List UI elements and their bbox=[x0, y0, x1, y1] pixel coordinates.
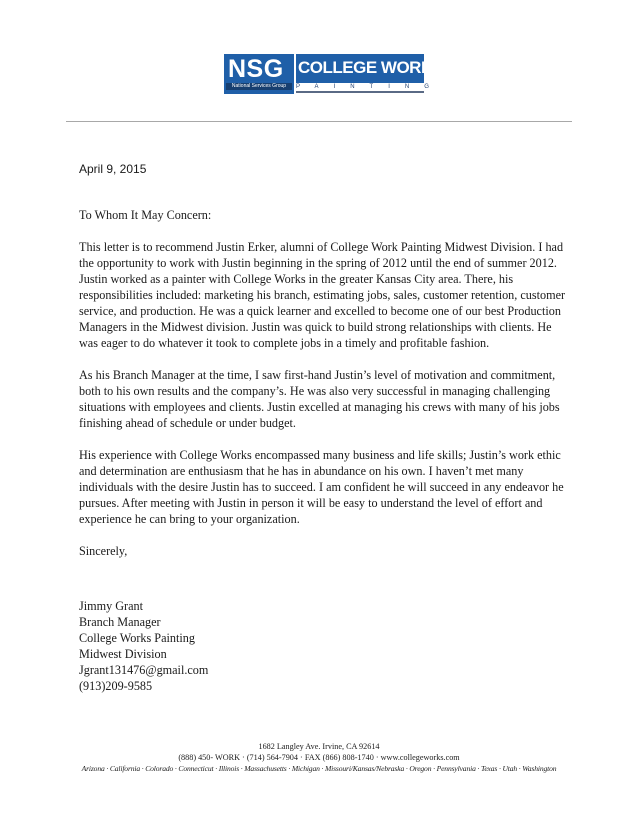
header-divider bbox=[66, 121, 572, 122]
company-logo bbox=[224, 54, 444, 94]
salutation: To Whom It May Concern: bbox=[79, 208, 212, 222]
footer-contact: (888) 450- WORK · (714) 564-7904 · FAX (866) 808-1740 · www.collegeworks.com bbox=[178, 753, 460, 762]
nsg-logo-subtitle: National Services Group bbox=[226, 83, 292, 90]
letter-body bbox=[79, 207, 571, 694]
signature-name: Jimmy Grant bbox=[79, 599, 143, 613]
paragraph-3: His experience with College Works encompassed many business and life skills; Justin’s work ethic and determination are enthusiasm that he has in abundance on his own. I haven’t met many individuals with the desire Justin has to succeed. I am confident he will succeed in any endeavor he pursues. After meeting with Justin in person it will be easy to understand the level of effort and experience he can bring to your organization. bbox=[79, 448, 564, 526]
college-works-logo-block bbox=[296, 54, 444, 83]
signature-email: Jgrant131476@gmail.com bbox=[79, 663, 209, 677]
logo-underline bbox=[296, 91, 424, 93]
signature-title: Branch Manager bbox=[79, 615, 161, 629]
paragraph-1: This letter is to recommend Justin Erker, alumni of College Work Painting Midwest Division. I had the opportunity to work with Justin beginning in the spring of 2012 until the end of summer 2012. Justin worked as a painter with College Works in the greater Kansas City area. There, his responsibilities included: marketing his branch, estimating jobs, sales, customer retention, customer service, and production. He was a quick learner and excelled to become one of our best Production Managers in the Midwest division. Justin was quick to build strong relationships with clients. He was eager to do whatever it took to complete jobs in a timely and profitable fashion. bbox=[79, 240, 566, 350]
letter-date: April 9, 2015 bbox=[79, 162, 147, 176]
nsg-logo-block bbox=[224, 54, 294, 94]
footer-address: 1682 Langley Ave. Irvine, CA 92614 bbox=[258, 742, 380, 751]
footer-states: Arizona · California · Colorado · Connecticut · Illinois · Massachusetts · Michigan · Missouri/Kansas/Nebraska · Oregon · Pennsylvania · Texas · Utah · Washington bbox=[81, 764, 557, 773]
signature-division: Midwest Division bbox=[79, 647, 167, 661]
college-works-logo-text: COLLEGE WORKS bbox=[298, 58, 444, 77]
signature-phone: (913)209-9585 bbox=[79, 679, 153, 693]
letterhead-footer bbox=[0, 741, 638, 774]
paragraph-2: As his Branch Manager at the time, I saw first-hand Justin’s level of motivation and commitment, both to his own results and the company’s. He was also very successful in managing challenging situations with employees and clients. Justin excelled at managing his crews with many of his jobs finishing ahead of schedule or under budget. bbox=[79, 368, 560, 430]
closing: Sincerely, bbox=[79, 544, 128, 558]
nsg-logo-text: NSG bbox=[228, 55, 284, 83]
painting-logo-text: PAINTING bbox=[296, 84, 444, 90]
signature-company: College Works Painting bbox=[79, 631, 195, 645]
